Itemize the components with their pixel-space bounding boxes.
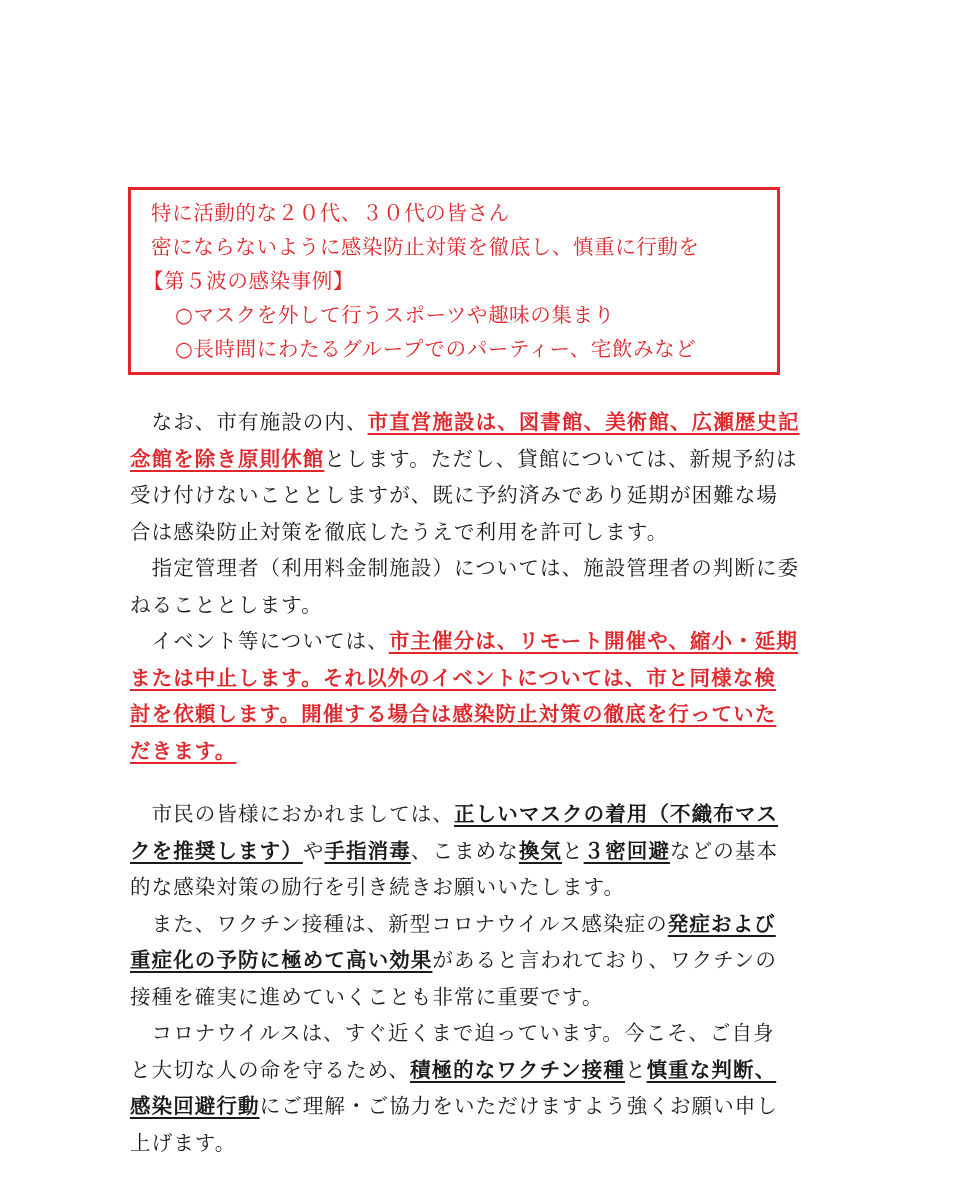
text-line [130,833,830,870]
text-span: また、ワクチン接種は、新型コロナウイルス感染症の [151,911,668,936]
text-span: 指定管理者（利用料金制施設）については、施設管理者の判断に委 [151,556,800,580]
text-span: イベント等については、 [151,629,389,653]
text-span: にご理解・ご協力をいただけますよう強くお願い申し [259,1094,779,1118]
text-line: ねることとします。 [130,592,323,617]
text-line [130,1052,830,1089]
text-line [130,623,830,660]
text-span: と大切な人の命を守るため、 [130,1057,410,1082]
emphasis-underline: 重症化の予防に極めて高い効果 [130,948,433,972]
emphasis-underline: クを推奨します） [130,838,303,863]
emphasis-underline: ３密回避 [583,838,671,863]
text-line: 合は感染防止対策を徹底したうえで利用を許可します。 [130,519,669,544]
text-line: 受け付けないこととしますが、既に予約済みであり延期が困難な場 [130,483,778,507]
text-line: 上げます。 [130,1130,237,1155]
text-line [130,550,830,587]
emphasis-red: または中止します。それ以外のイベントについては、市と同様な検 [130,665,776,690]
text-line [130,906,830,943]
text-span: 市民の皆様におかれましては、 [151,802,455,826]
emphasis-underline: 積極的なワクチン接種 [409,1057,625,1082]
emphasis-red: 念館を除き原則休館 [130,446,325,471]
text-span: なお、市有施設の内、 [151,410,368,434]
citizens-section [130,796,830,1161]
emphasis-red: 市直営施設は、図書館、美術館、広瀬歴史記 [367,410,800,434]
text-line: 接種を確実に進めていくことも非常に重要です。 [130,984,604,1009]
facilities-section [130,404,830,769]
notice-box [128,187,780,375]
text-line [130,796,830,833]
notice-line-heading: 【第５波の感染事例】 [143,269,354,293]
text-line [130,660,830,697]
text-line [130,1088,830,1125]
text-line [130,404,830,441]
text-span: コロナウイルスは、すぐ近くまで迫っています。今こそ、ご自身 [151,1021,775,1045]
emphasis-red: 市主催分は、リモート開催や、縮小・延期 [388,629,798,653]
emphasis-underline: 発症および [667,911,776,936]
text-span: と [624,1057,647,1082]
text-line [130,441,830,478]
text-span: や [302,838,325,863]
text-span: とします。ただし、貸館については、新規予約は [324,446,798,471]
notice-line-case-2: ○長時間にわたるグループでのパーティー、宅飲みなど [175,337,697,361]
emphasis-underline: 手指消毒 [324,838,411,863]
text-line [130,1015,830,1052]
text-line [130,942,830,979]
emphasis-underline: 正しいマスクの着用（不織布マス [454,802,779,826]
notice-line-caution: 密にならないように感染防止対策を徹底し、慎重に行動を [151,235,700,259]
text-span: があると言われており、ワクチンの [432,948,777,972]
emphasis-red: 討を依頼します。開催する場合は感染防止対策の徹底を行っていた [130,702,777,726]
emphasis-underline: 慎重な判断、 [646,1057,777,1082]
text-line: 的な感染対策の励行を引き続きお願いいたします。 [130,875,626,899]
text-span: と [562,838,584,863]
text-span: などの基本 [670,838,779,863]
emphasis-underline: 換気 [518,838,563,863]
emphasis-red: だきます。 [130,738,237,763]
notice-line-target-group: 特に活動的な２０代、３０代の皆さん [151,201,510,225]
emphasis-underline: 感染回避行動 [130,1094,260,1118]
text-span: 、こまめな [410,838,519,863]
notice-line-case-1: ○マスクを外して行うスポーツや趣味の集まり [175,303,615,327]
text-line [130,733,830,770]
text-line [130,696,830,733]
